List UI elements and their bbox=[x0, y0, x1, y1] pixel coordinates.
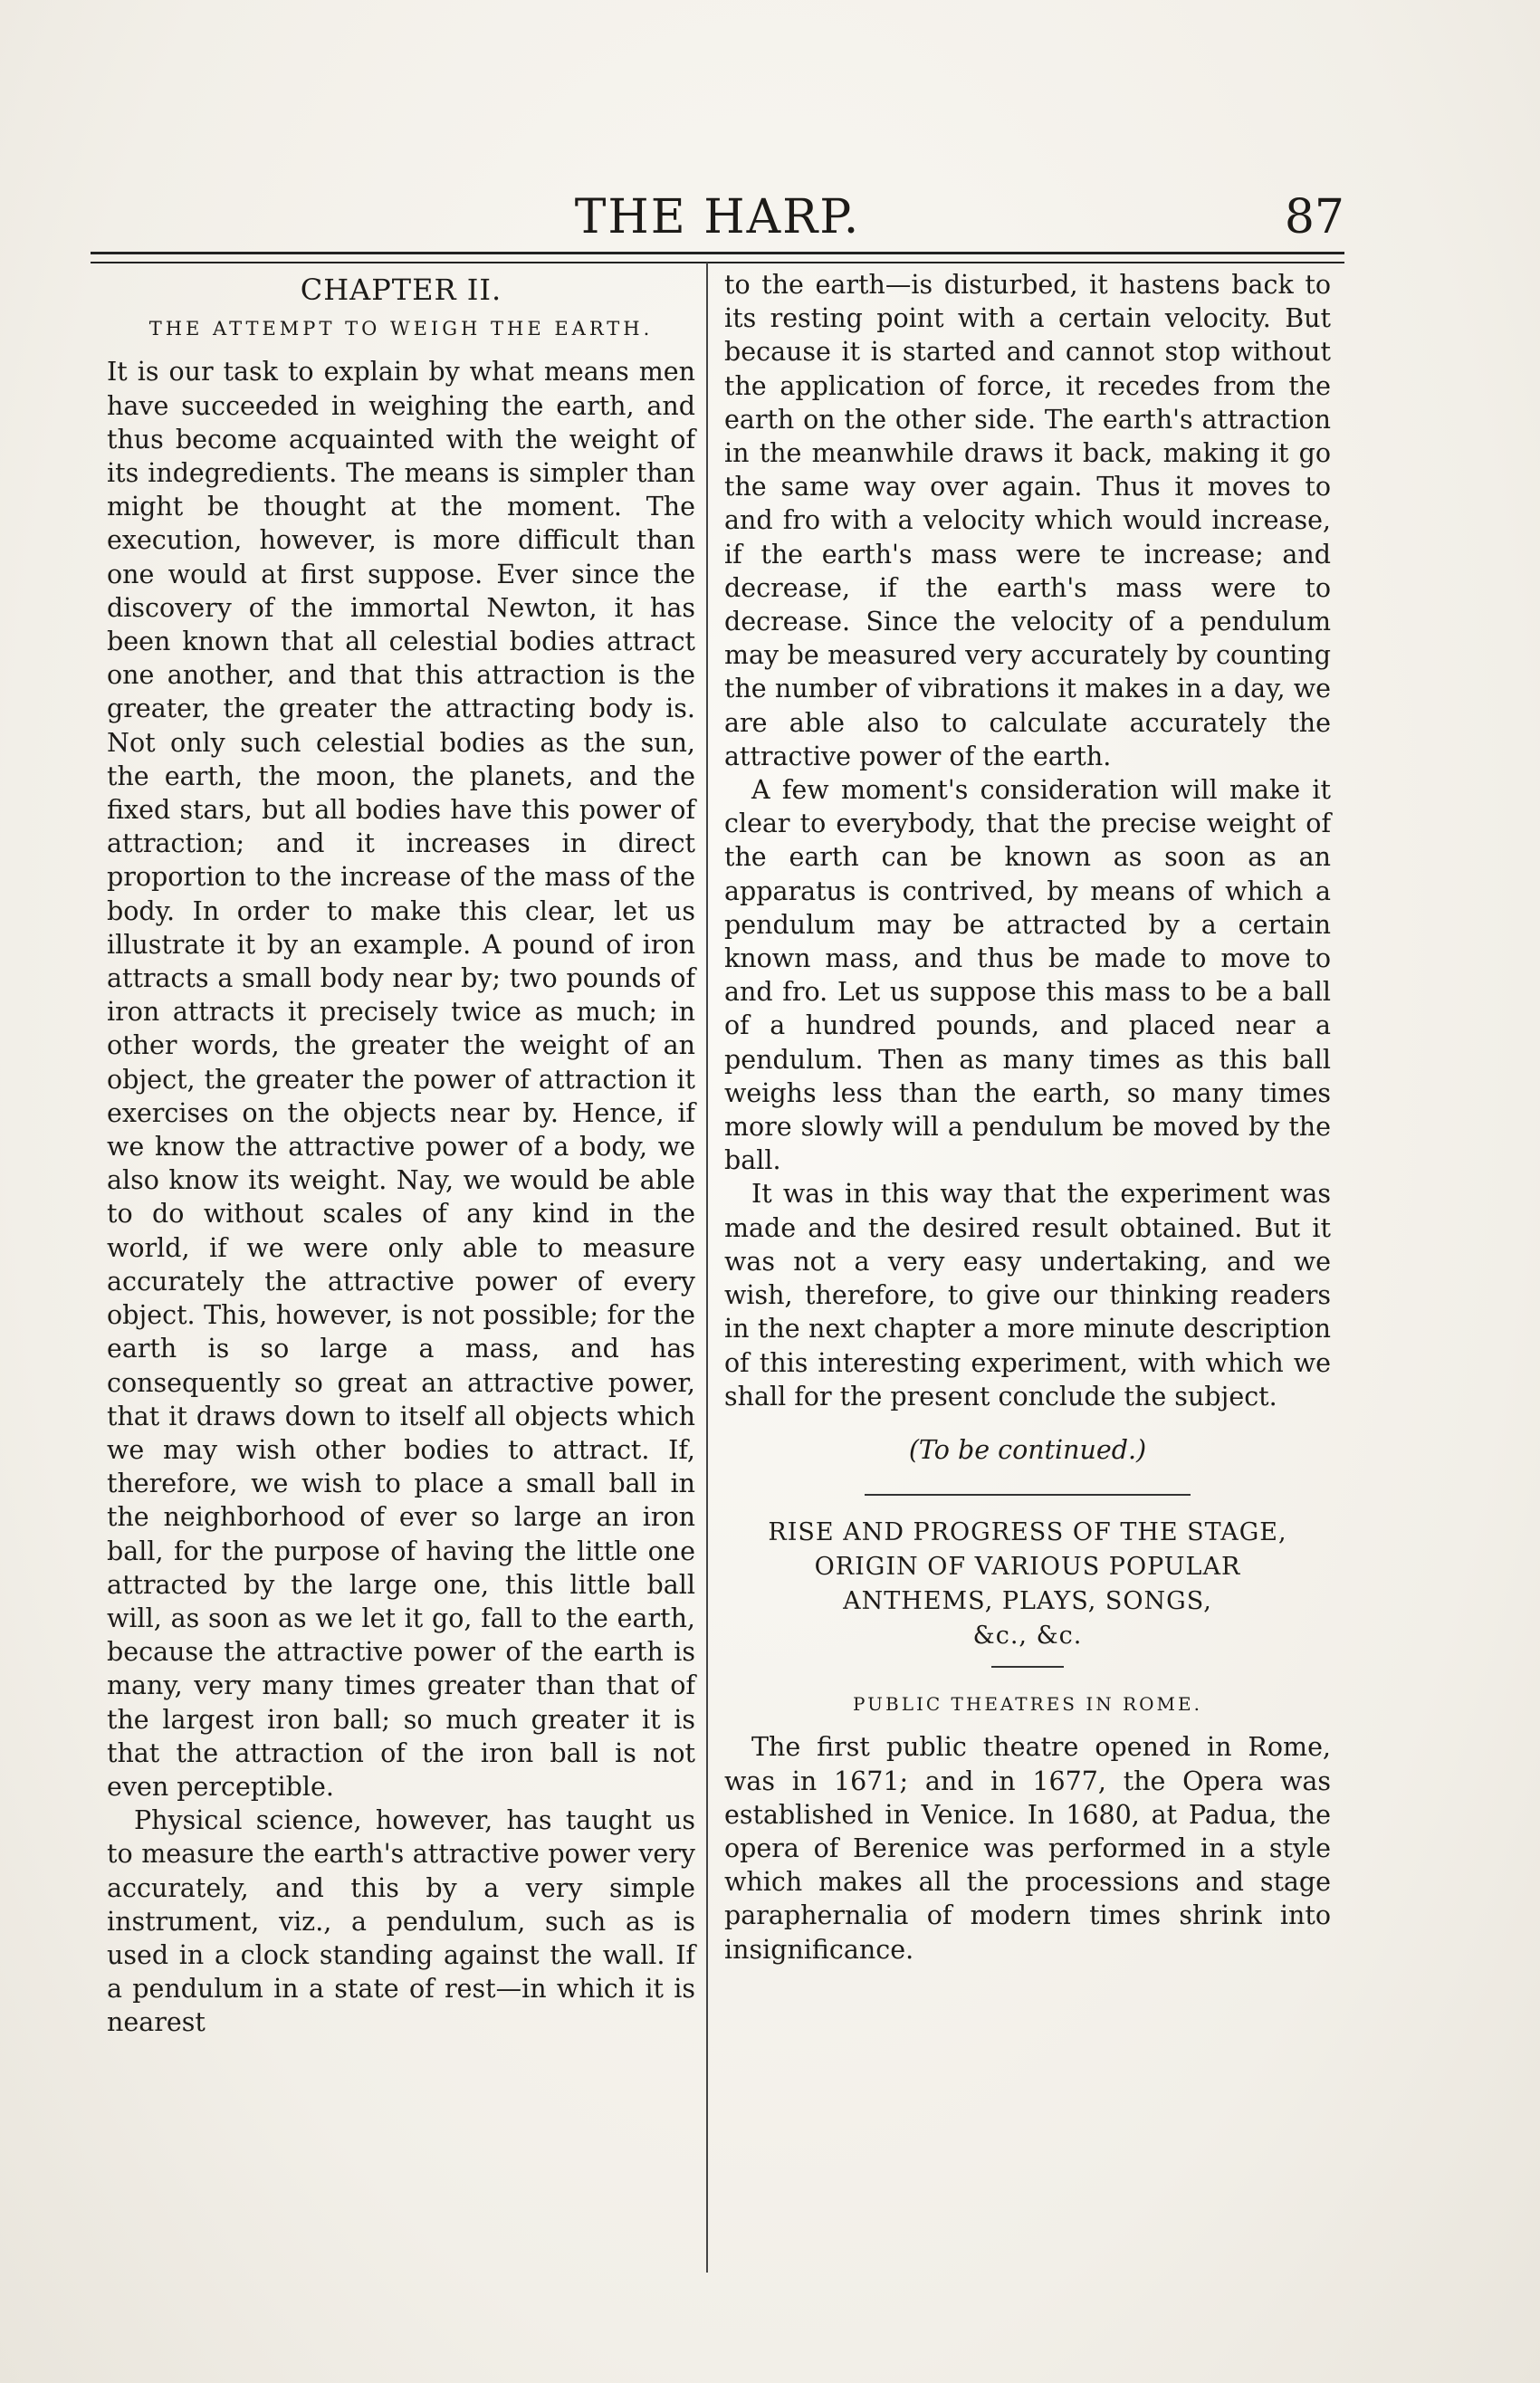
paragraph: Physical science, however, has taught us to measure the earth's attractive power very accurately, and this by a very simple instrument, viz., a pendulum, such as is used in a clock standing against the wall. If a pendulum in a state of rest—in which it is nearest bbox=[107, 1805, 695, 2038]
paragraph: The first public theatre opened in Rome, was in 1671; and in 1677, the Opera was established in Venice. In 1680, at Padua, the opera of Berenice was performed in a style which makes all the processions and stage paraphernalia of modern times shrink into insignificance. bbox=[724, 1732, 1331, 1965]
article-title-line: ORIGIN OF VARIOUS POPULAR bbox=[814, 1553, 1241, 1582]
article-title-line: ANTHEMS, PLAYS, SONGS, bbox=[843, 1587, 1212, 1616]
article-title-etc: &c., &c. bbox=[972, 1622, 1083, 1651]
paragraph: It was in this way that the experiment was made and the desired result obtained. But it was not a very easy undertaking, and we wish, therefore, to give our thinking readers in the next chapter a more minute description of this interesting experiment, with which we shall for the present conclude the subject. bbox=[724, 1179, 1331, 1412]
article-title-line: RISE AND PROGRESS OF THE STAGE, bbox=[768, 1518, 1287, 1547]
paragraph: A few moment's consideration will make it clear to everybody, that the precise weight of the earth can be known as soon as an apparatus is contrived, by means of which a pendulum may be attracted by a certain known mass, and thus be made to move to and fro. Let us suppose this mass to be a ball of a hundred pounds, and placed near a pendulum. Then as many times as this ball weighs less than the earth, so many times more slowly will a pendulum be moved by the ball. bbox=[724, 775, 1331, 1176]
paragraph: It is our task to explain by what means men have succeeded in weighing the earth, and thus become acquainted with the weight of its indegredients. The means is simpler than might be thought at the moment. The execution, however, is more difficult than one would at first suppose. Ever since the discovery of the immortal Newton, it has been known that all celestial bodies attract one another, and that this attraction is the greater, the greater the attracting body is. Not only such celestial bodies as the sun, the earth, the moon, the planets, and the fixed stars, but all bodies have this power of attraction; and it increases in direct proportion to the increase of the mass of the body. In order to make this clear, let us illustrate it by an example. A pound of iron attracts a small body near by; two pounds of iron attracts it precisely twice as much; in other words, the greater the weight of an object, the greater the power of attraction it exercises on the objects near by. Hence, if we know the attractive power of a body, we also know its weight. Nay, we would be able to do without scales of any kind in the world, if we were only able to measure accurately the attractive power of every object. This, however, is not possible; for the earth is so large a mass, and has consequently so great an attractive power, that it draws down to itself all objects which we may wish other bodies to attract. If, therefore, we wish to place a small ball in the neighborhood of ever so large an iron ball, for the purpose of having the little one attracted by the large one, this little ball will, as soon as we let it go, fall to the earth, because the attractive power of the earth is many, very many times greater than that of the largest iron ball; so much greater it is that the attraction of the iron ball is not even perceptible. bbox=[107, 357, 695, 1802]
header-double-rule bbox=[91, 252, 1344, 263]
left-column bbox=[107, 268, 695, 2040]
to-be-continued: (To be continued.) bbox=[908, 1434, 1147, 1465]
chapter-subtitle: THE ATTEMPT TO WEIGH THE EARTH. bbox=[148, 318, 654, 340]
page-header bbox=[91, 190, 1344, 244]
running-head: THE HARP. bbox=[574, 190, 861, 244]
right-column bbox=[724, 268, 1331, 1967]
paragraph: to the earth—is disturbed, it hastens back to its resting point with a certain velocity. But because it is started and cannot stop without the application of force, it recedes from the earth on the other side. The earth's attraction in the meanwhile draws it back, making it go the same way over again. Thus it moves to and fro with a velocity which would increase, if the earth's mass were te increase; and decrease, if the earth's mass were to decrease. Since the velocity of a pendulum may be measured very accurately by counting the number of vibrations it makes in a day, we are able also to calculate accurately the attractive power of the earth. bbox=[724, 270, 1331, 771]
page-number: 87 bbox=[1284, 190, 1344, 244]
title-rule bbox=[991, 1666, 1064, 1668]
article-separator-rule bbox=[865, 1494, 1191, 1496]
section-heading: PUBLIC THEATRES IN ROME. bbox=[853, 1693, 1202, 1716]
chapter-title: CHAPTER II. bbox=[300, 273, 502, 307]
column-divider bbox=[706, 263, 708, 2273]
